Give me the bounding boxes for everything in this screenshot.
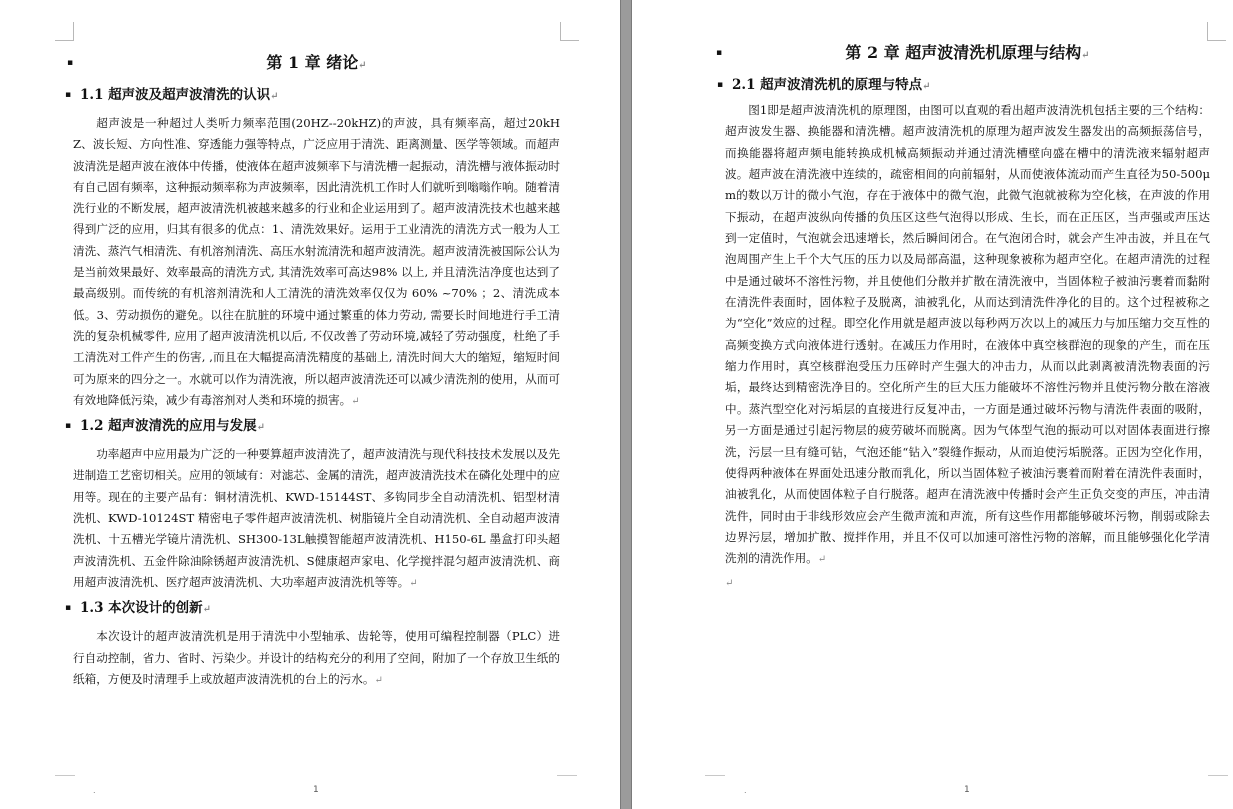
footer-crop-line — [705, 775, 725, 776]
footer-crop-line — [55, 775, 75, 776]
section-title: ▪ 1.1 超声波及超声波清洗的认识↵ — [65, 87, 279, 103]
section-paragraph[interactable]: 超声波是一种超过人类听力频率范围(20HZ--20kHZ)的声波，具有频率高，超过20kHZ、波长短、方向性准、穿透能力强等特点，广泛应用于清洗、距离测量、医学等领域。而超声波清洗是超声波在液体中传播，使液体在超声波频率下与清洗槽一起振动，清洗槽与液体振动时有自己固有频率，这种振动频率称为声波频率，因此清洗机工作时人们就听到嗡嗡作响。随着清洗行业的不断发展，超声波清洗机被越来越多的行业和企业运用到了。超声波清洗技术也越来越得到广泛的应用，归其有很多的优点：1、清洗效果好。运用于工业清洗的清洗方式一般为人工清洗、蒸汽气相清洗、有机溶剂清洗、高压水射流清洗和超声波清洗。超声波清洗被国际公认为是当前效果最好、效率最高的清洗方式, 其清洗效率可高达98% 以上, 并且清洗洁净度也达到了最高级别。而传统的有机溶剂清洗和人工清洗的清洗效率仅仅为 60% ~70% ；2、清洗成本低。3、劳动损伤的避免。以往在肮脏的环境中通过繁重的体力劳动, 需要长时间地进行手工清洗的复杂机械零件, 应用了超声波清洗机以后, 不仅改善了劳动环境,减轻了劳动强度，杜绝了手工清洗对工件产生的伤害, ,而且在大幅提高清洗精度的基础上, 清洗时间大大的缩短，缩短时间可为原来的四分之一。水就可以作为清洗液，所以超声波清洗还可以减少清洗剂的使用，从而可有效地降低污染，减少有毒溶剂对人类和环境的损害。↵ — [73, 116, 560, 407]
paragraph-mark: ↵ — [1081, 50, 1090, 61]
section-paragraph[interactable]: 功率超声中应用最为广泛的一种要算超声波清洗了，超声波清洗与现代科技技术发展以及先进制造工艺密切相关。应用的领域有：对滤芯、金属的清洗，超声波清洗技术在磷化处理中的应用等。现在的主要产品有：铜材清洗机、KWD-15144ST、多钩同步全自动清洗机、铝型材清洗机、KWD-10124ST 精密电子零件超声波清洗机、树脂镜片全自动清洗机、全自动超声波清洗机、十五槽光学镜片清洗机、SH300-13L触摸智能超声波清洗机、H150-6L 墨盒打印头超声波清洗机、五金件除油除锈超声波清洗机、S健康超声家电、化学搅拌混匀超声波清洗机、商用超声波清洗机、医疗超声波清洗机、大功率超声波清洗机等等。↵ — [73, 447, 560, 589]
paragraph-bullet: ▪ — [67, 58, 74, 68]
paragraph-bullet: ▪ — [65, 421, 72, 432]
paragraph-mark: ↵ — [270, 91, 279, 102]
crop-mark-top-right — [1207, 22, 1226, 41]
section-paragraph[interactable]: 本次设计的超声波清洗机是用于清洗中小型轴承、齿轮等，使用可编程控制器（PLC）进行自动控制，省力、省时、污染少。并设计的结构充分的利用了空间，附加了一个存放卫生纸的纸箱，方便及时清理手上或放超声波清洗机的台上的污水。↵ — [73, 629, 560, 686]
footer-crop-line — [1208, 775, 1228, 776]
paragraph-bullet: ▪ — [717, 80, 724, 90]
paragraph-mark: ↵ — [358, 60, 367, 71]
paragraph-mark: ↵ — [922, 81, 931, 92]
paragraph-mark: ↵ — [351, 395, 360, 407]
chapter-title: ▪ 第 2 章 超声波清洗机原理与结构↵ — [716, 43, 1090, 62]
paragraph-mark: ↵ — [409, 577, 418, 589]
crop-mark-top-right — [560, 22, 579, 41]
paragraph-mark: ↵ — [256, 422, 266, 434]
paragraph-mark: ↵ — [725, 577, 734, 589]
paragraph-mark: ↵ — [202, 604, 212, 616]
section-title: ▪ 2.1 超声波清洗机的原理与特点↵ — [717, 77, 931, 93]
chapter-title: ▪ 第 1 章 绪论↵ — [67, 53, 367, 72]
page-number: 1 — [313, 785, 319, 795]
footer-crop-line — [557, 775, 577, 776]
empty-paragraph — [725, 571, 1210, 592]
footer-mark: . — [744, 786, 747, 795]
page-content — [65, 52, 560, 691]
page-number: 1 — [964, 785, 970, 795]
paragraph-mark: ↵ — [817, 554, 827, 566]
document-page-right[interactable] — [632, 0, 1233, 809]
paragraph-bullet: ▪ — [65, 603, 72, 614]
page-content — [716, 42, 1210, 592]
section-paragraph[interactable]: 图1即是超声波清洗机的原理图，由图可以直观的看出超声波清洗机包括主要的三个结构：超声波发生器、换能器和清洗槽。超声波清洗机的原理为超声波发生器发出的高频振荡信号，而换能器将超声频电能转换成机械高频振动并通过清洗槽壁向盛在槽中的清洗液来辐射超声波。超声波在清洗液中连续的，疏密相间的向前辐射，从而使液体流动而产生直径为50-500μm的数以万计的微小气泡，存在于液体中的微气泡，此微气泡就被称为空化核，在声波的作用下振动，在超声波纵向传播的负压区这些气泡得以形成、生长，而在正压区，当声强或声压达到一定值时，气泡就会迅速增长，然后瞬间闭合。在气泡闭合时，就会产生冲击波，并且在气泡周围产生上千个大气压的压力以及局部高温，这种现象被称为超声空化。在超声清洗的过程中是通过破坏不溶性污物，并且使他们分散并扩散在清洗液中，当固体粒子被油污裹着而黏附在清洗件表面时，固体粒子及脱离，油被乳化，从而达到清洗件净化的目的。这个过程被称之为“空化”效应的过程。即空化作用就是超声波以每秒两万次以上的减压力与加压缩力交互性的高频变换方式向液体进行透射。在减压力作用时，在液体中真空核群泡的现象的产生，而在压缩力作用时，真空核群泡受压力压碎时产生强大的冲击力，从而以此剥离被清洗物表面的污垢，最终达到精密洗净目的。空化所产生的巨大压力能破坏不溶性污物并且使污物分散在溶液中。蒸汽型空化对污垢层的直接进行反复冲击，一方面是通过破坏污物与清洗件表面的吸附，另一方面是通过引起污物层的疲劳破坏而脱离。因为气体型气泡的振动可以对固体表面进行擦洗，污层一旦有缝可钻，气泡还能“钻入”裂缝作振动，从而迫使污垢脱落。正因为空化作用，使得两种液体在界面处迅速分散而乳化，所以当固体粒子被油污裹着而附着在清洗件表面时，油被乳化，从而使固体粒子自行脱落。超声在清洗液中传播时会产生正负交变的声压，冲击清洗件，同时由于非线形效应会产生微声流和声流，所有这些作用都能够破坏污物，削弱或除去边界污层，增加扩散、搅拌作用，并且不仅可以加速可溶性污物的溶解，而且能够强化化学清洗剂的清洗作用。↵ — [725, 103, 1210, 566]
footer-mark: . — [93, 786, 96, 795]
section-title: ▪ 1.3 本次设计的创新↵ — [65, 600, 212, 617]
paragraph-bullet: ▪ — [65, 90, 72, 100]
crop-mark-top-left — [55, 22, 74, 41]
paragraph-mark: ↵ — [374, 674, 383, 686]
paragraph-bullet: ▪ — [716, 48, 723, 58]
page-gutter — [620, 0, 632, 809]
section-title: ▪ 1.2 超声波清洗的应用与发展↵ — [65, 418, 266, 435]
